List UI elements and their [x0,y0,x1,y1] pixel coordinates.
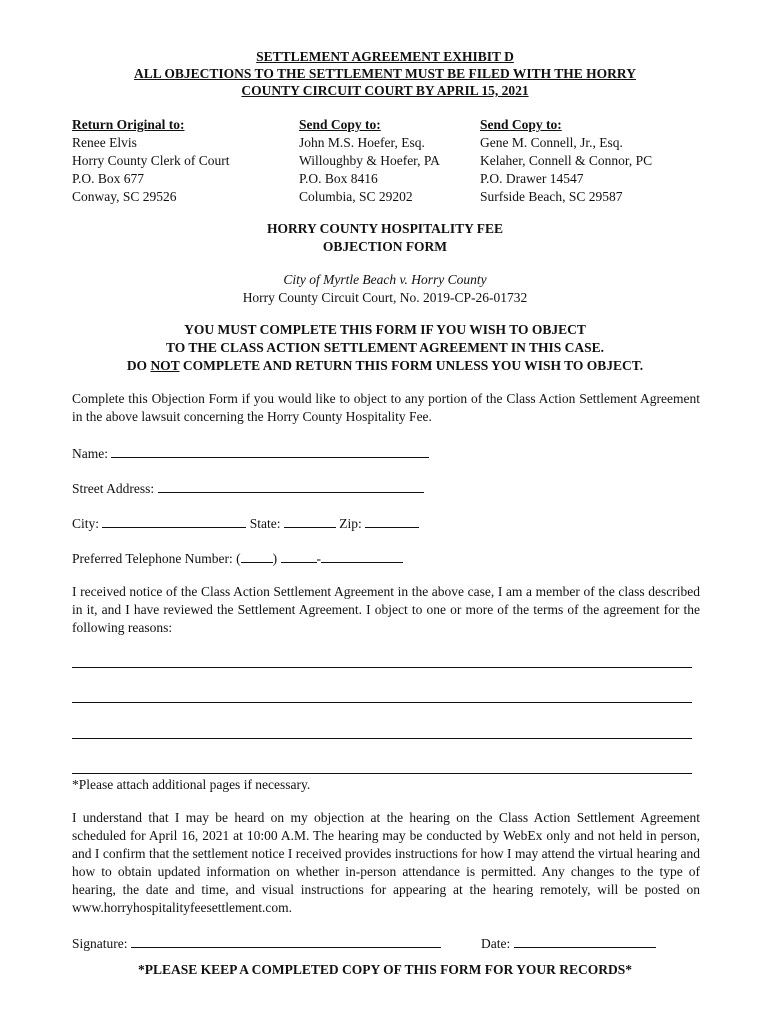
address-line: P.O. Box 677 [72,171,145,186]
send-copy-address-hoefer [299,116,440,206]
reason-line-3[interactable] [72,738,692,739]
signature-input[interactable] [131,934,441,948]
address-heading: Return Original to: [72,117,185,132]
city-label: City: [72,516,100,531]
warning-line-1: YOU MUST COMPLETE THIS FORM IF YOU WISH TO OBJECT [184,322,586,337]
name-label: Name: [72,446,108,461]
send-copy-address-connell [480,116,652,206]
date-row [481,934,656,953]
case-caption [0,271,770,307]
address-line: John M.S. Hoefer, Esq. [299,135,425,150]
form-title-line-1: HORRY COUNTY HOSPITALITY FEE [267,221,503,236]
attach-note: *Please attach additional pages if necessary. [72,777,311,792]
address-line: Horry County Clerk of Court [72,153,230,168]
address-line: P.O. Drawer 14547 [480,171,584,186]
header-line-1: SETTLEMENT AGREEMENT EXHIBIT D [256,49,514,64]
case-name: City of Myrtle Beach v. Horry County [283,272,487,287]
case-court: Horry County Circuit Court, No. 2019-CP-26-01732 [242,290,528,305]
state-label: State: [249,516,281,531]
phone-prefix-input[interactable] [281,549,317,563]
reason-line-4[interactable] [72,773,692,774]
hearing-paragraph: I understand that I may be heard on my objection at the hearing on the Class Action Settlement Agreement scheduled for April 16, 2021 at 10:00 A.M. The hearing may be conducted by WebEx only and not held in person, and I confirm that the settlement notice I received provides instructions for how I may attend the virtual hearing and how to obtain updated information on whether in-person attendance is permitted. Any changes to the type of hearing, the date and time, and visual instructions for appearing at the hearing remotely, will be posted on www.horryhospitalityfeesettlement.com. [72,810,700,915]
street-address-input[interactable] [158,479,424,493]
records-footer: *PLEASE KEEP A COMPLETED COPY OF THIS FORM FOR YOUR RECORDS* [137,962,633,977]
address-line: Surfside Beach, SC 29587 [480,189,623,204]
return-original-address [72,116,230,206]
phone-label: Preferred Telephone Number: [72,551,233,566]
street-field-row [72,479,424,498]
intro-paragraph: Complete this Objection Form if you would like to object to any portion of the Class Action Settlement Agreement in the above lawsuit concerning the Horry County Hospitality Fee. [72,391,700,424]
zip-label: Zip: [339,516,362,531]
form-title [0,220,770,256]
signature-label: Signature: [72,936,128,951]
address-line: Kelaher, Connell & Connor, PC [480,153,653,168]
address-line: Willoughby & Hoefer, PA [299,153,440,168]
reason-line-1[interactable] [72,667,692,668]
objection-warning [0,321,770,375]
address-line: Conway, SC 29526 [72,189,177,204]
phone-area-code-input[interactable] [241,549,273,563]
address-heading: Send Copy to: [299,117,381,132]
city-input[interactable] [102,514,246,528]
warning-line-2: TO THE CLASS ACTION SETTLEMENT AGREEMENT IN THIS CASE. [165,340,605,355]
address-line: Renee Elvis [72,135,137,150]
date-label: Date: [481,936,511,951]
address-line: Gene M. Connell, Jr., Esq. [480,135,623,150]
address-line: P.O. Box 8416 [299,171,378,186]
form-title-line-2: OBJECTION FORM [322,239,448,254]
name-field-row [72,444,429,463]
phone-line-input[interactable] [321,549,403,563]
address-line: Columbia, SC 29202 [299,189,413,204]
city-state-zip-row [72,514,419,533]
signature-row [72,934,441,953]
header-line-3: COUNTY CIRCUIT COURT BY APRIL 15, 2021 [241,83,529,98]
phone-field-row: Preferred Telephone Number: ( ) - [72,549,403,568]
street-label: Street Address: [72,481,155,496]
objection-statement: I received notice of the Class Action Settlement Agreement in the above case, I am a member of the class described in it, and I have reviewed the Settlement Agreement. I object to one or more of the terms of the agreement for the following reasons: [72,584,700,635]
reason-line-2[interactable] [72,702,692,703]
name-input[interactable] [111,444,429,458]
document-header [0,48,770,99]
state-input[interactable] [284,514,336,528]
header-line-2: ALL OBJECTIONS TO THE SETTLEMENT MUST BE FILED WITH THE HORRY [134,66,636,81]
date-input[interactable] [514,934,656,948]
zip-input[interactable] [365,514,419,528]
address-heading: Send Copy to: [480,117,562,132]
not-emphasis: NOT [150,358,180,373]
warning-line-3: DO NOT COMPLETE AND RETURN THIS FORM UNLESS YOU WISH TO OBJECT. [126,358,644,373]
